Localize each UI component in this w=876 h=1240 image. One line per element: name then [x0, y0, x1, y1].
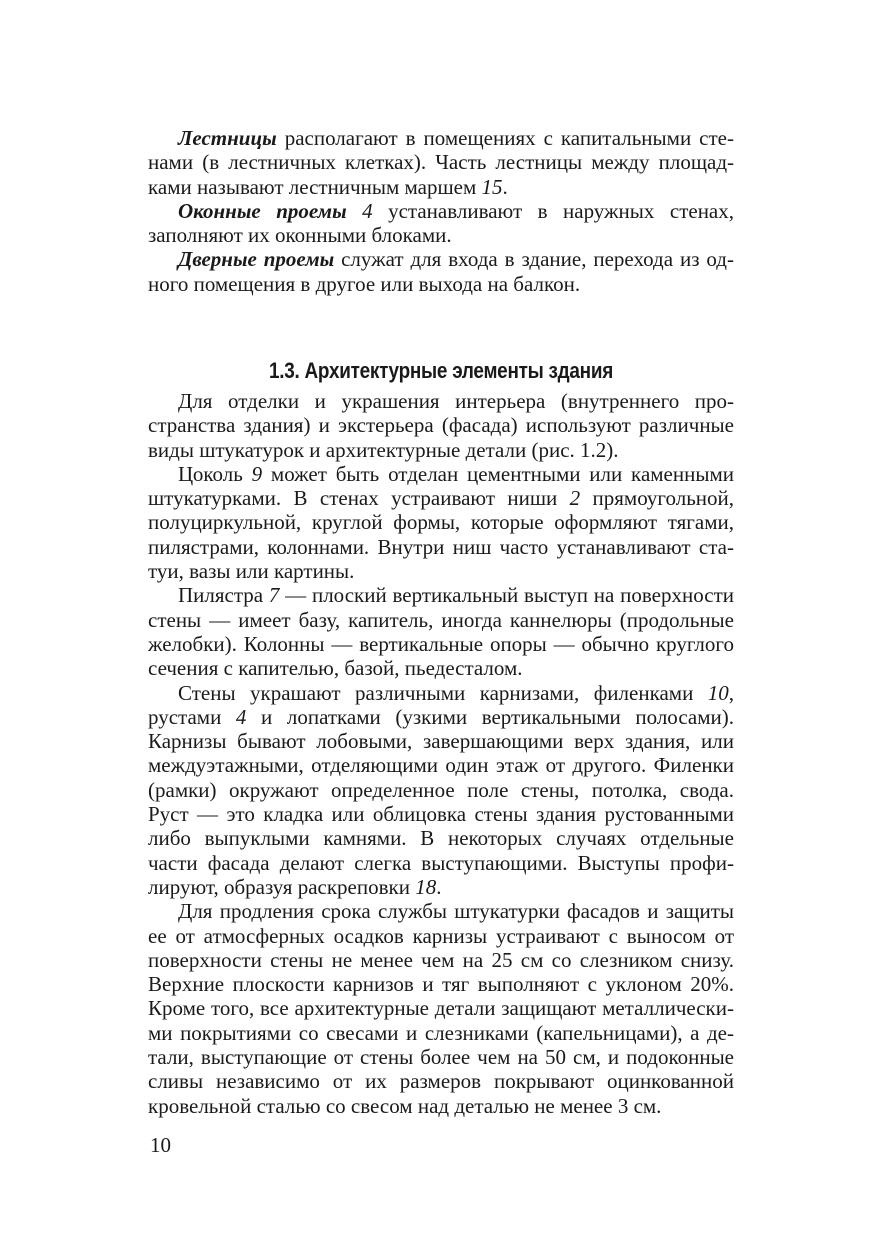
figure-reference: 7 [268, 583, 280, 608]
paragraph-text: . [502, 174, 508, 199]
term-stairs: Лестницы [178, 126, 277, 150]
paragraph-text: , рустами [148, 680, 734, 729]
paragraph-text: Цоколь [178, 461, 252, 486]
paragraph-text: Для продления срока службы штукатурки фасадов и защиты ее от атмосферных осадков карнизы устраивают с выносом от поверхности стены не менее чем на 25 см со слезником снизу. Верхние плоскости карнизов и тяг выполняют с уклоном 20%. Кроме того, все архитектурные детали защищают металлическими покрытиями со свесами и слезниками (капельницами), а детали, выступающие от стены более чем на 50 см, и подоконные сливы независимо от их размеров покрывают оцинкованной кровельной сталью со свесом над деталью не менее 3 см. [148, 899, 734, 1118]
paragraph-text: Стены украшают различными карнизами, филенками [178, 680, 708, 705]
paragraph-text: Для отделки и украшения интерьера (внутреннего пространства здания) и экстерьера (фасада) используют различные виды штукатурок и архитектурные детали (рис. 1.2). [148, 389, 734, 462]
paragraph-stairs [148, 126, 734, 199]
paragraph-text: устанавливают в наружных стенах, заполняют их оконными блоками. [148, 198, 734, 248]
paragraph-intro [148, 389, 734, 462]
intro-text-block [148, 126, 734, 296]
paragraph-plinth [148, 462, 734, 583]
term-doors: Дверные проемы [178, 247, 335, 272]
figure-reference: 4 [362, 198, 373, 223]
paragraph-text: — плоский вертикальный выступ на поверхности стены — имеет базу, капитель, иногда каннелюры (продольные желобки). Колонны — вертикальные опоры — обычно круглого сечения с капителью, базой, пьедесталом. [148, 583, 734, 681]
paragraph-windows [148, 199, 734, 248]
paragraph-text: и лопатками (узкими вертикальными полосами). Карнизы бывают лобовыми, завершающими верх здания, или междуэтажными, отделяющими один этаж от другого. Филенки (рамки) окружают определенное поле стены, потолка, свода. Руст — это кладка или облицовка стены здания рустованными либо выпуклыми камнями. В некоторых случаях отдельные части фасада делают слегка выступающими. Выступы профилируют, образуя раскреповки [148, 704, 734, 899]
paragraph-text: прямоугольной, полуциркульной, круглой формы, которые оформляют тягами, пилястрами, колоннами. Внутри ниш часто устанавливают статуи, вазы или картины. [148, 486, 735, 584]
paragraph-protection [148, 899, 734, 1118]
term-windows: Оконные проемы [178, 198, 347, 223]
paragraph-pilaster [148, 583, 734, 680]
figure-reference: 2 [569, 486, 581, 511]
page-number: 10 [150, 1133, 171, 1157]
paragraph-doors [148, 247, 734, 296]
paragraph-text [347, 199, 362, 223]
figure-reference: 18 [415, 874, 437, 899]
figure-reference: 9 [251, 461, 263, 486]
figure-reference: 15 [481, 174, 503, 199]
paragraph-text: Пилястра [178, 583, 269, 608]
section-heading: 1.3. Архитектурные элементы здания [268, 358, 614, 384]
paragraph-text: . [436, 874, 442, 899]
paragraph-walls [148, 681, 734, 900]
figure-reference: 10 [707, 680, 729, 705]
figure-reference: 4 [235, 704, 247, 729]
paragraph-text: может быть отделан цементными или каменными штукатурками. В стенах устраивают ниши [148, 461, 734, 511]
paragraph-text: служат для входа в здание, перехода из одного помещения в другое или выхода на балкон. [148, 247, 734, 296]
section-text-block [148, 389, 734, 1118]
paragraph-text: располагают в помещениях с капитальными стенами (в лестничных клетках). Часть лестницы между площадками называют лестничным маршем [148, 126, 734, 199]
